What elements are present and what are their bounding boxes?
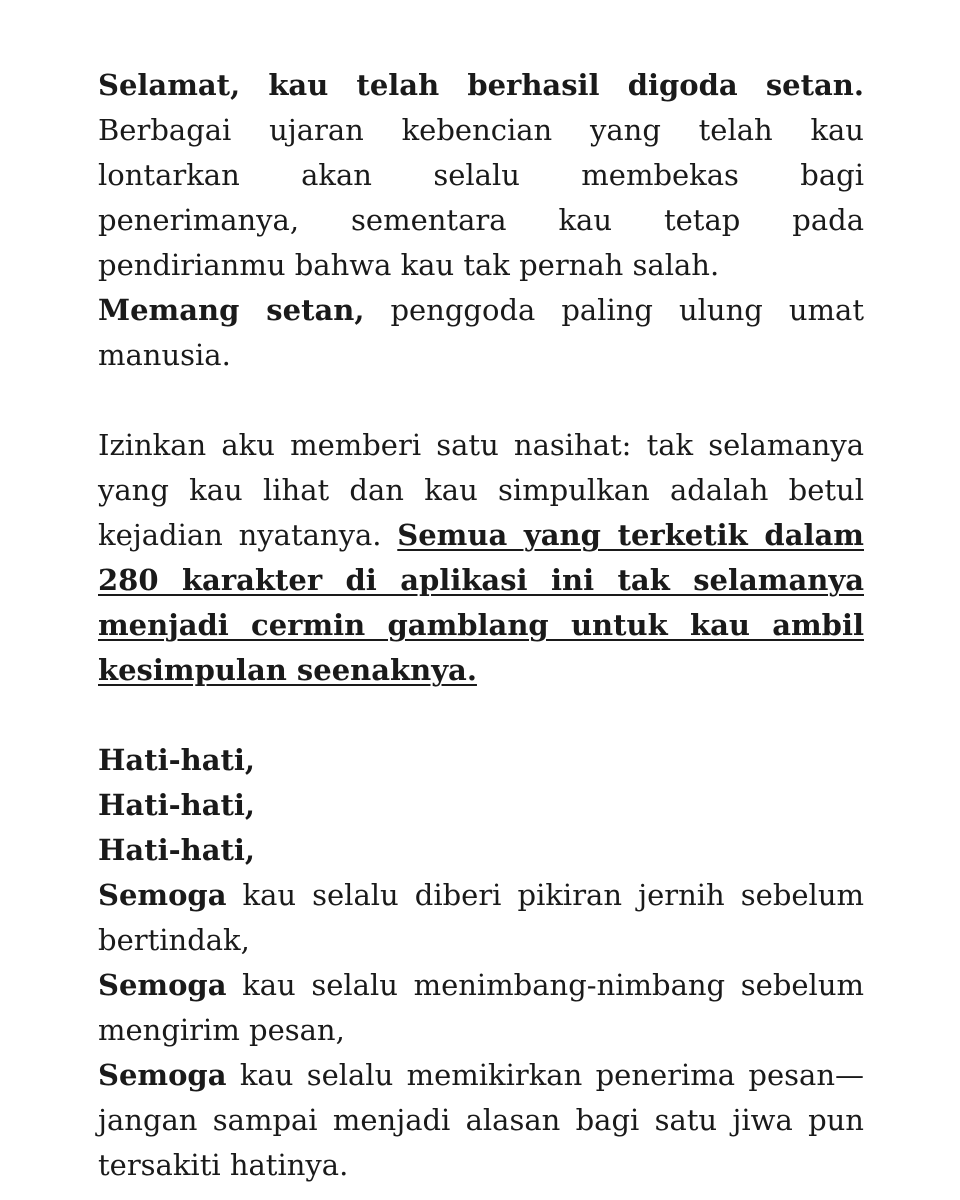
careful-line: Hati-hati, [98,833,256,867]
wish-line [98,873,864,963]
wish-body-text: kau selalu memikirkan penerima pesan—jangan sampai menjadi alasan bagi satu jiwa pun tersakiti hatinya. [98,1058,864,1182]
setan-body-text: penggoda paling ulung umat manusia. [98,293,864,372]
wish-line [98,1053,864,1188]
paragraph-spacer [98,378,864,423]
paragraph-spacer [98,693,864,738]
wish-line [98,963,864,1053]
careful-line: Hati-hati, [98,788,256,822]
wish-bold-text: Semoga [98,878,227,912]
advice-underlined-text: Semua yang terketik dalam 280 karakter di aplikasi ini tak selamanya menjadi cermin gamblang untuk kau ambil kesimpulan seenaknya. [98,518,864,687]
advice-body-text: Izinkan aku memberi satu nasihat: tak selamanya yang kau lihat dan kau simpulkan adalah betul kejadian nyatanya. [98,428,864,552]
greeting-bold-text: Selamat, kau telah berhasil digoda setan. [98,68,864,102]
careful-line: Hati-hati, [98,743,256,777]
wish-body-text: kau selalu menimbang-nimbang sebelum mengirim pesan, [98,968,864,1047]
wish-body-text: kau selalu diberi pikiran jernih sebelum bertindak, [98,878,864,957]
paragraph-greeting [98,63,864,288]
wish-bold-text: Semoga [98,968,227,1002]
document-page [98,63,864,1188]
paragraph-advice [98,423,864,693]
paragraph-setan [98,288,864,378]
wish-bold-text: Semoga [98,1058,227,1092]
greeting-body-text: Berbagai ujaran kebencian yang telah kau lontarkan akan selalu membekas bagi penerimanya, sementara kau tetap pada pendirianmu bahwa kau tak pernah salah. [98,113,864,282]
setan-bold-text: Memang setan, [98,293,365,327]
